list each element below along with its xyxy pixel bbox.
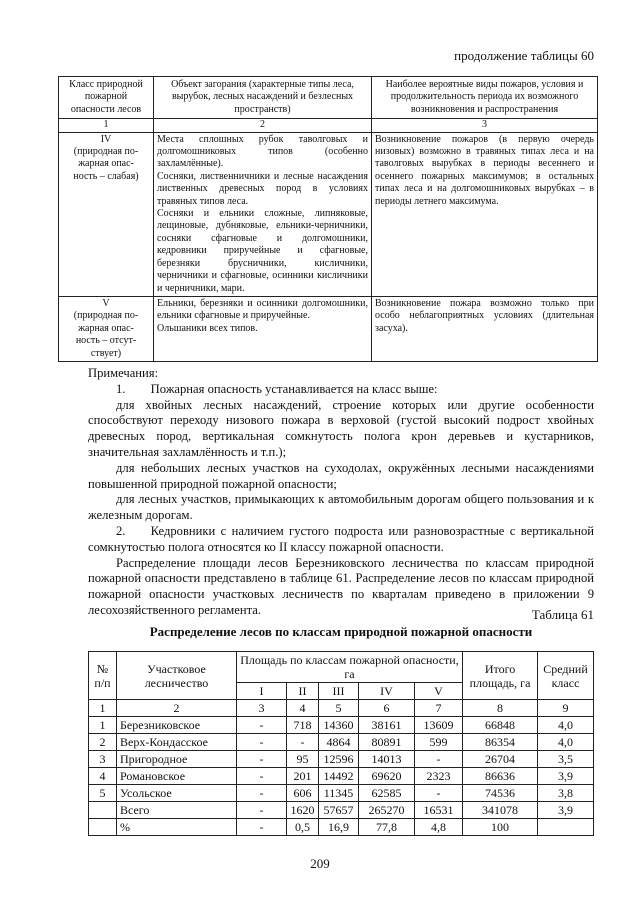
t61-cell: 0,5 bbox=[287, 819, 319, 836]
t61-colnum: 6 bbox=[359, 700, 415, 717]
t61-cell: 4864 bbox=[319, 734, 359, 751]
t61-cell: - bbox=[237, 802, 287, 819]
t61-cell: 38161 bbox=[359, 717, 415, 734]
t61-cell: Всего bbox=[117, 802, 237, 819]
t61-cell bbox=[538, 819, 594, 836]
t61-colnum: 1 bbox=[89, 700, 117, 717]
t61-cell: 2323 bbox=[415, 768, 463, 785]
t61-cell: 3,9 bbox=[538, 768, 594, 785]
t61-cell: 16,9 bbox=[319, 819, 359, 836]
t61-body bbox=[89, 700, 594, 836]
t61-class-header: I bbox=[237, 683, 287, 700]
t61-colnum: 4 bbox=[287, 700, 319, 717]
table-row bbox=[89, 819, 594, 836]
t61-cell: 77,8 bbox=[359, 819, 415, 836]
t60-class-cell: V (природная по- жарная опас- ность – отсут- ствует) bbox=[59, 296, 154, 361]
t61-cell: 265270 bbox=[359, 802, 415, 819]
t61-cell: - bbox=[415, 785, 463, 802]
t61-cell: 4 bbox=[89, 768, 117, 785]
t61-cell: 80891 bbox=[359, 734, 415, 751]
t61-cell: 26704 bbox=[463, 751, 538, 768]
t60-colnum: 2 bbox=[154, 119, 372, 132]
t61-colnum: 9 bbox=[538, 700, 594, 717]
t61-class-header: III bbox=[319, 683, 359, 700]
t61-cell: 95 bbox=[287, 751, 319, 768]
t61-colnum: 3 bbox=[237, 700, 287, 717]
t61-cell: 11345 bbox=[319, 785, 359, 802]
page-number: 209 bbox=[310, 856, 330, 871]
t61-cell: 2 bbox=[89, 734, 117, 751]
notes-section bbox=[88, 366, 594, 619]
t61-cell: 3 bbox=[89, 751, 117, 768]
t61-cell: Березниковское bbox=[117, 717, 237, 734]
t61-cell bbox=[89, 802, 117, 819]
t61-cell: 4,0 bbox=[538, 717, 594, 734]
t61-cell: 341078 bbox=[463, 802, 538, 819]
t60-header-object: Объект загорания (характерные типы леса, вырубок, лесных насаждений и безлесных пространств) bbox=[154, 77, 372, 119]
t61-cell: % bbox=[117, 819, 237, 836]
t61-cell: 3,8 bbox=[538, 785, 594, 802]
t61-header-num: № п/п bbox=[89, 652, 117, 700]
t61-header-avg: Средний класс bbox=[538, 652, 594, 700]
notes-heading: Примечания: bbox=[88, 366, 159, 380]
t61-class-header: IV bbox=[359, 683, 415, 700]
table-61-caption: Таблица 61 bbox=[531, 607, 594, 622]
table-61-title: Распределение лесов по классам природной пожарной опасности bbox=[149, 624, 533, 639]
note-item: для хвойных лесных насаждений, строение которых или другие особенности способствуют переходу низового пожара в верховой (густой высокий подрост хвойных древесных пород, вертикальная сомкнутость полога крон деревьев и кустарников, значительная захламлённость и т.п.); bbox=[88, 397, 594, 459]
t60-colnum: 1 bbox=[59, 119, 154, 132]
t61-cell: 201 bbox=[287, 768, 319, 785]
t61-cell: - bbox=[237, 768, 287, 785]
t60-colnum: 3 bbox=[372, 119, 598, 132]
table-row bbox=[89, 802, 594, 819]
t61-cell: 86354 bbox=[463, 734, 538, 751]
note-item: для небольших лесных участков на суходолах, окружённых лесными насаждениями повышенной природной пожарной опасности; bbox=[88, 460, 594, 491]
note-item: 2. Кедровники с наличием густого подроста или разновозрастные с вертикальной сомкнутостью полога относятся ко II классу пожарной опасности. bbox=[88, 523, 594, 554]
t61-cell: - bbox=[415, 751, 463, 768]
t61-colnum: 2 bbox=[117, 700, 237, 717]
t61-cell: 12596 bbox=[319, 751, 359, 768]
t61-header-area: Площадь по классам пожарной опасности, га bbox=[237, 652, 463, 683]
table-60 bbox=[58, 76, 598, 362]
t61-cell: 1 bbox=[89, 717, 117, 734]
t60-object-cell: Места сплошных рубок таволговых и долгомошниковых типов (особенно захламлённые). Сосняки, лиственничники и лесные насаждения лиственных древесных пород в условиях травяных типов леса. Сосняки и ельники сложные, липняковые, лещиновые, дубняковые, ельники-черничники, сосняки сфагновые и долгомошники, кедровники приручейные и сфагновые, березняки брусничники, кисличники, черничники и сфагновые, осинники кисличники и черничники, мари. bbox=[154, 132, 372, 296]
t60-header-class: Класс природной пожарной опасности лесов bbox=[59, 77, 154, 119]
t61-header-total: Итого площадь, га bbox=[463, 652, 538, 700]
note-item: для лесных участков, примыкающих к автомобильным дорогам общего пользования и к железным дорогам. bbox=[88, 492, 594, 523]
t61-cell: 3,9 bbox=[538, 802, 594, 819]
table-row bbox=[89, 785, 594, 802]
t60-fires-cell: Возникновение пожаров (в первую очередь низовых) возможно в травяных типах леса и на таволговых вырубках в периоды весеннего и осеннего пожарных максимумов; в остальных типах леса и на долгомошниковых вырубках – в периоды летнего максимума. bbox=[372, 132, 598, 296]
table-61 bbox=[88, 651, 594, 836]
t60-class-cell: IV (природная по- жарная опас- ность – слабая) bbox=[59, 132, 154, 296]
note-item: 1. Пожарная опасность устанавливается на класс выше: bbox=[116, 381, 438, 396]
t61-cell: 100 bbox=[463, 819, 538, 836]
table-row bbox=[89, 734, 594, 751]
t61-cell: 57657 bbox=[319, 802, 359, 819]
t61-cell: - bbox=[237, 751, 287, 768]
t61-cell: - bbox=[287, 734, 319, 751]
t60-row bbox=[59, 132, 598, 296]
t61-cell: - bbox=[237, 785, 287, 802]
t61-cell: 4,8 bbox=[415, 819, 463, 836]
t61-colnum: 7 bbox=[415, 700, 463, 717]
t61-class-header: II bbox=[287, 683, 319, 700]
table-row bbox=[89, 768, 594, 785]
t61-cell: 606 bbox=[287, 785, 319, 802]
table-row bbox=[89, 751, 594, 768]
t60-header-fires: Наиболее вероятные виды пожаров, условия и продолжительность периода их возможного возникновения и распространения bbox=[372, 77, 598, 119]
t61-cell: 14492 bbox=[319, 768, 359, 785]
t61-cell: 86636 bbox=[463, 768, 538, 785]
t61-cell: 3,5 bbox=[538, 751, 594, 768]
t61-class-header: V bbox=[415, 683, 463, 700]
t61-cell: 74536 bbox=[463, 785, 538, 802]
t61-colnum: 8 bbox=[463, 700, 538, 717]
t61-cell: 1620 bbox=[287, 802, 319, 819]
t61-cell: Пригородное bbox=[117, 751, 237, 768]
t61-cell: 599 bbox=[415, 734, 463, 751]
t61-colnum-row bbox=[89, 700, 594, 717]
t61-cell: 66848 bbox=[463, 717, 538, 734]
t60-row bbox=[59, 296, 598, 361]
t61-header-name: Участковое лесничество bbox=[117, 652, 237, 700]
t61-cell: 14013 bbox=[359, 751, 415, 768]
t61-cell: 5 bbox=[89, 785, 117, 802]
t61-cell: - bbox=[237, 819, 287, 836]
t60-object-cell: Ельники, березняки и осинники долгомошники, ельники сфагновые и приручейные. Ольшаники всех типов. bbox=[154, 296, 372, 361]
t61-cell: 16531 bbox=[415, 802, 463, 819]
t61-cell: Усольское bbox=[117, 785, 237, 802]
t61-cell: Верх-Кондасское bbox=[117, 734, 237, 751]
t61-cell: - bbox=[237, 717, 287, 734]
t60-fires-cell: Возникновение пожара возможно только при особо неблагоприятных условиях (длительная засуха). bbox=[372, 296, 598, 361]
t61-colnum: 5 bbox=[319, 700, 359, 717]
body-paragraph: Распределение площади лесов Березниковского лесничества по классам природной пожарной опасности представлено в таблице 61. Распределение лесов по классам природной пожарной опасности участковых лесничеств по кварталам приведено в приложении 9 лесохозяйственного регламента. bbox=[88, 555, 594, 617]
continuation-label: продолжение таблицы 60 bbox=[454, 48, 594, 63]
t61-cell: 13609 bbox=[415, 717, 463, 734]
t61-cell: 4,0 bbox=[538, 734, 594, 751]
t61-cell bbox=[89, 819, 117, 836]
t61-cell: 14360 bbox=[319, 717, 359, 734]
t61-cell: Романовское bbox=[117, 768, 237, 785]
table-row bbox=[89, 717, 594, 734]
t61-cell: - bbox=[237, 734, 287, 751]
t61-cell: 718 bbox=[287, 717, 319, 734]
t61-cell: 69620 bbox=[359, 768, 415, 785]
t61-cell: 62585 bbox=[359, 785, 415, 802]
